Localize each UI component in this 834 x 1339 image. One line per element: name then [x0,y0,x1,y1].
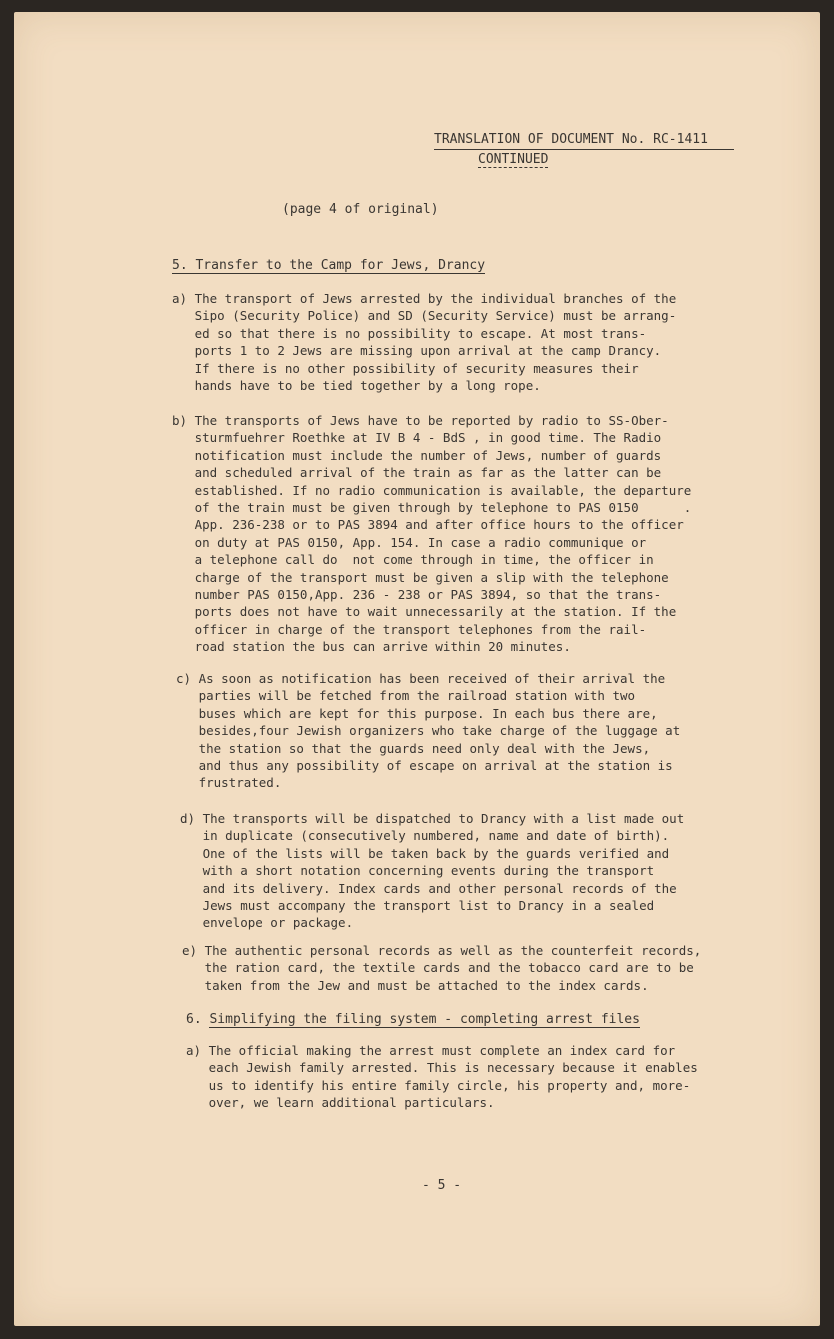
paragraph-5d: d) The transports will be dispatched to Drancy with a list made out in duplicate (consecutively numbered, name and date of birth). One of the lists will be taken back by the guards verified and with a short notation concerning events during the transport and its delivery. Index cards and other personal records of the Jews must accompany the transport list to Drancy in a sealed envelope or package. [180,811,685,931]
document-header [434,130,734,169]
page-number: - 5 - [422,1178,462,1193]
document-page [14,12,820,1326]
paragraph-5a: a) The transport of Jews arrested by the individual branches of the Sipo (Security Police) and SD (Security Service) must be arrang- ed so that there is no possibility to escape. At most trans- ports 1 to 2 Jews are missing upon arrival at the camp Drancy. If there is no other possibility of security measures their hands have to be tied together by a long rope. [172,291,677,394]
paragraph-6a: a) The official making the arrest must complete an index card for each Jewish family arrested. This is necessary because it enables us to identify his entire family circle, his property and, more- over, we learn additional particulars. [186,1043,698,1111]
section-6-heading [186,1012,640,1027]
paragraph-5e: e) The authentic personal records as well as the counterfeit records, the ration card, the textile cards and the tobacco card are to be taken from the Jew and must be attached to the index cards. [182,943,702,993]
section-6-heading-text: Simplifying the filing system - completing arrest files [209,1012,640,1027]
section-6-number: 6. [186,1012,202,1027]
paragraph-5c: c) As soon as notification has been received of their arrival the parties will be fetched from the railroad station with two buses which are kept for this purpose. In each bus there are, besides,four Jewish organizers who take charge of the luggage at the station so that the guards need only deal with the Jews, and thus any possibility of escape on arrival at the station is frustrated. [176,671,681,791]
original-page-note: (page 4 of original) [282,202,439,217]
section-5-heading [172,258,485,273]
continued-label [434,150,734,169]
section-5-heading-text: 5. Transfer to the Camp for Jews, Drancy [172,258,486,273]
paragraph-5b: b) The transports of Jews have to be reported by radio to SS-Ober- sturmfuehrer Roethke at IV B 4 - BdS , in good time. The Radio notification must include the number of Jews, number of guards and scheduled arrival of the train as far as the latter can be established. If no radio communication is available, the departure of the train must be given through by telephone to PAS 0150 . App. 236-238 or to PAS 3894 and after office hours to the officer on duty at PAS 0150, App. 154. In case a radio communique or a telephone call do not come through in time, the officer in charge of the transport must be given a slip with the telephone number PAS 0150,App. 236 - 238 or PAS 3894, so that the trans- ports does not have to wait unnecessarily at the station. If the officer in charge of the transport telephones from the rail- road station the bus can arrive within 20 minutes. [172,413,692,655]
translation-title: TRANSLATION OF DOCUMENT No. RC-1411 [434,130,734,150]
continued-text: CONTINUED [478,152,549,167]
